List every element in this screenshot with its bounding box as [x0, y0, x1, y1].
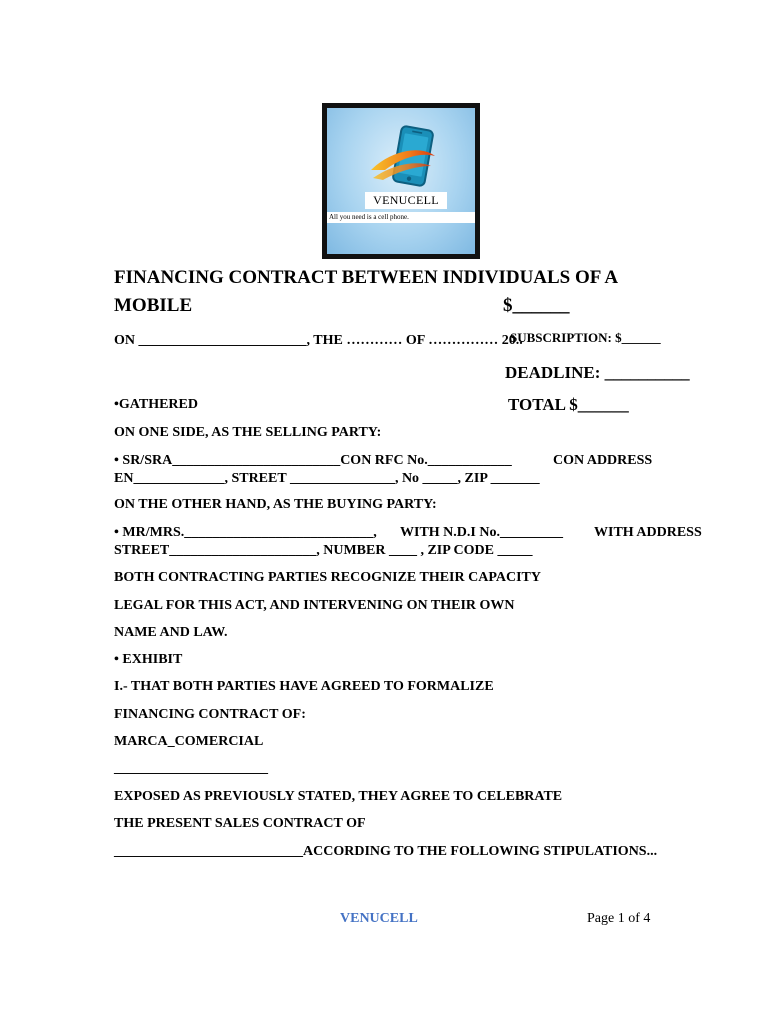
- seller-address-label: CON ADDRESS: [553, 453, 653, 468]
- page-number: Page 1 of 4: [587, 911, 651, 926]
- capacity-text-1: BOTH CONTRACTING PARTIES RECOGNIZE THEIR CAPACITY: [114, 570, 541, 585]
- subscription-field: SUBSCRIPTION: $______: [510, 330, 661, 345]
- logo-brand-text: VENUCELL: [365, 192, 447, 209]
- present-contract-text: THE PRESENT SALES CONTRACT OF: [114, 816, 366, 831]
- gathered-heading: •GATHERED: [114, 397, 198, 412]
- exhibit-heading: • EXHIBIT: [114, 652, 183, 667]
- company-logo: [322, 103, 480, 259]
- stipulations-line: ___________________________ACCORDING TO THE FOLLOWING STIPULATIONS...: [114, 844, 658, 859]
- capacity-text-3: NAME AND LAW.: [114, 625, 228, 640]
- selling-party-heading: ON ONE SIDE, AS THE SELLING PARTY:: [114, 425, 382, 440]
- clause-1-text: I.- THAT BOTH PARTIES HAVE AGREED TO FORMALIZE: [114, 679, 494, 694]
- seller-address-line: EN_____________, STREET _______________, No _____, ZIP _______: [114, 471, 540, 486]
- exposed-text: EXPOSED AS PREVIOUSLY STATED, THEY AGREE TO CELEBRATE: [114, 789, 563, 804]
- buyer-address-label: WITH ADDRESS: [594, 525, 702, 540]
- buyer-address-line: STREET_____________________, NUMBER ____ , ZIP CODE _____: [114, 543, 533, 558]
- capacity-text-2: LEGAL FOR THIS ACT, AND INTERVENING ON THEIR OWN: [114, 598, 515, 613]
- total-field: TOTAL $______: [508, 395, 629, 414]
- buyer-name-line: • MR/MRS.___________________________,: [114, 525, 377, 540]
- buyer-ndi-line: WITH N.D.I No._________: [400, 525, 563, 540]
- contract-amount-field: $______: [503, 295, 570, 316]
- footer-brand: VENUCELL: [340, 911, 418, 926]
- logo-tagline: All you need is a cell phone.: [327, 212, 475, 223]
- document-title-line2: MOBILE: [114, 295, 193, 316]
- brand-field: MARCA_COMERCIAL: [114, 734, 264, 749]
- deadline-field: DEADLINE: __________: [505, 363, 690, 382]
- logo-image: [327, 108, 475, 254]
- phone-icon: [327, 108, 475, 254]
- document-title-line1: FINANCING CONTRACT BETWEEN INDIVIDUALS OF A: [114, 267, 619, 288]
- blank-line: ______________________: [114, 761, 268, 776]
- date-line: ON ________________________, THE ………… OF …………… 20..: [114, 333, 523, 348]
- buying-party-heading: ON THE OTHER HAND, AS THE BUYING PARTY:: [114, 497, 437, 512]
- seller-name-line: • SR/SRA________________________CON RFC No.____________: [114, 453, 512, 468]
- clause-1-continued: FINANCING CONTRACT OF:: [114, 707, 306, 722]
